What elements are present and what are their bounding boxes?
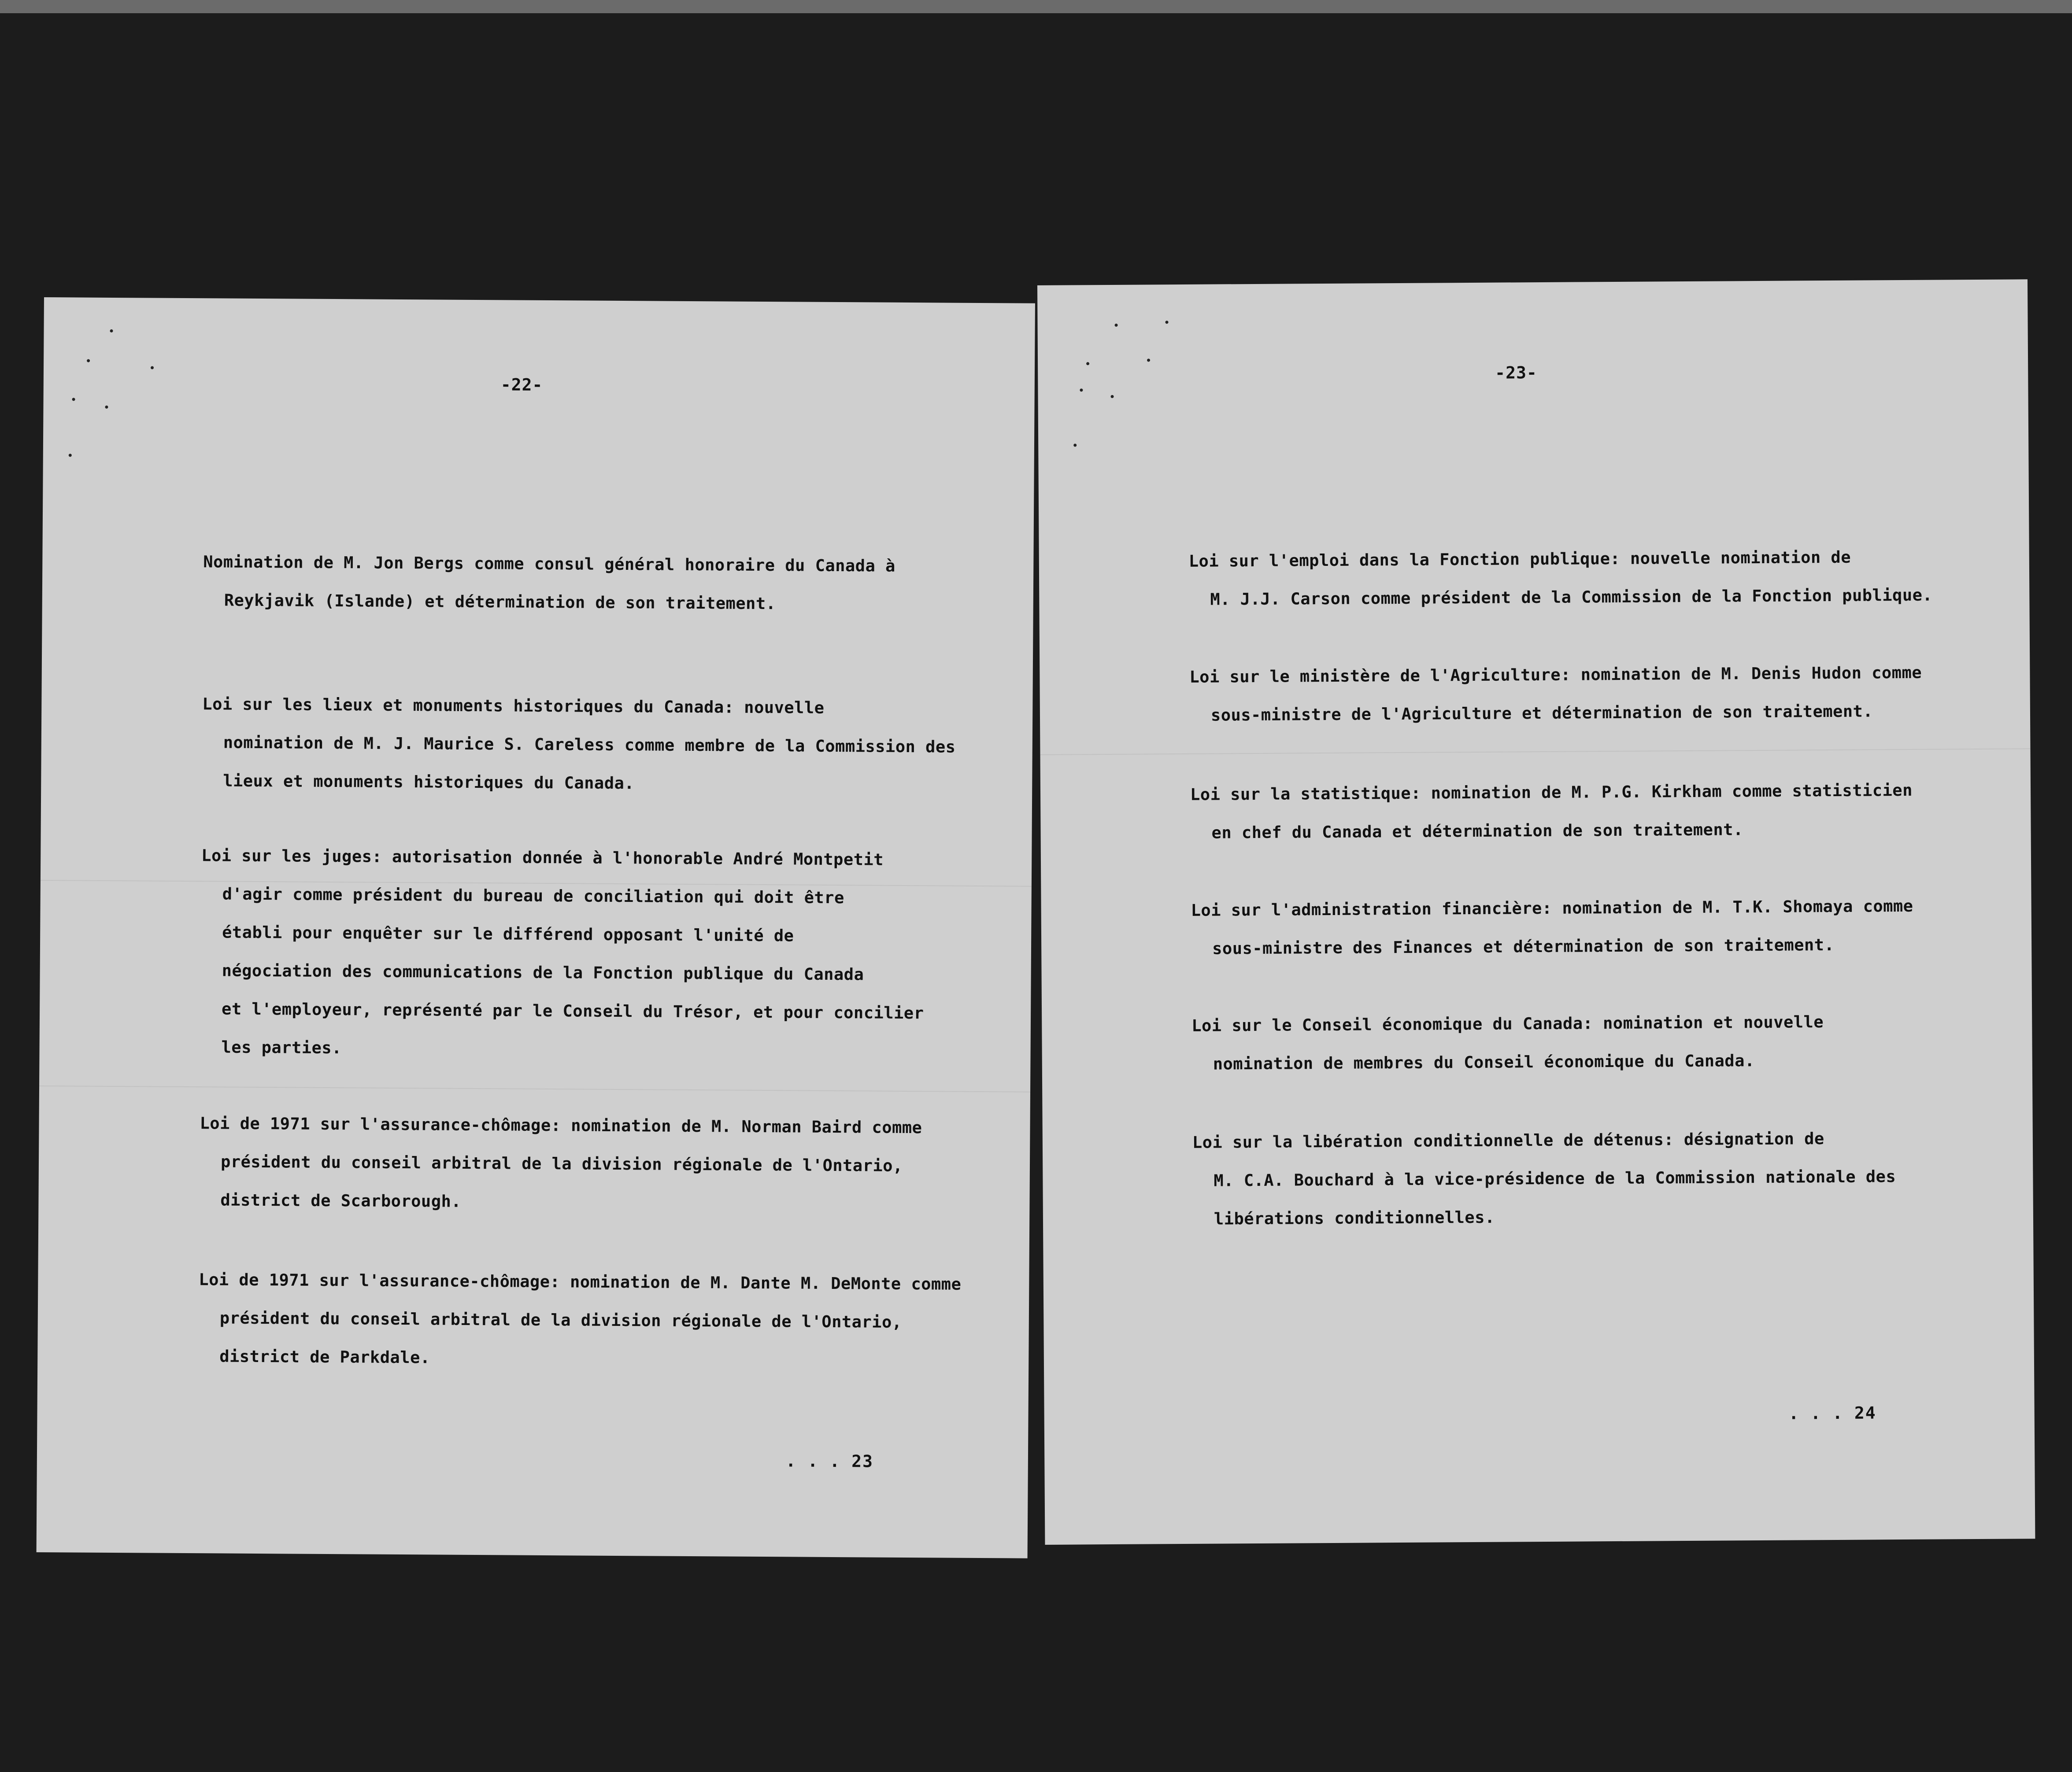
entry-line: Loi sur la libération conditionnelle de détenus: désignation de [1192,1129,1824,1152]
entry [199,1104,922,1223]
entry [1191,1003,1824,1083]
entry-line: négociation des communications de la Fonction publique du Canada [222,961,864,984]
entry-line: nomination de M. J. Maurice S. Careless comme membre de la Commission des [223,733,956,757]
ink-speck [110,329,113,332]
ink-speck [1111,395,1114,398]
page-right [1037,279,2035,1545]
entry [1189,653,1922,735]
continuation-marker: . . . 24 [1788,1403,1876,1423]
entry-line: Loi sur la statistique: nomination de M. P.G. Kirkham comme statisticien [1190,780,1913,804]
ink-speck [1115,324,1118,327]
entry-line: Loi sur l'emploi dans la Fonction publique: nouvelle nomination de [1188,547,1851,571]
entry-line: Loi sur le Conseil économique du Canada: nomination et nouvelle [1191,1012,1824,1035]
ink-speck [87,359,90,362]
entry-line: Nomination de M. Jon Bergs comme consul général honoraire du Canada à [203,552,895,576]
ink-speck [1080,388,1083,391]
entry-line: M. C.A. Bouchard à la vice-présidence de la Commission nationale des [1214,1167,1896,1190]
ink-speck [69,454,72,457]
page-number: -23- [1495,363,1537,383]
entry-line: les parties. [221,1037,342,1058]
entry-line: établi pour enquêter sur le différend opposant l'unité de [222,923,794,945]
entry [1191,887,1913,968]
entry-line: Loi de 1971 sur l'assurance-chômage: nomination de M. Dante M. DeMonte comme [199,1270,962,1294]
fold-line [39,1085,1030,1093]
entry [198,1260,962,1380]
entry [1192,1119,1896,1238]
entry-line: district de Parkdale. [219,1347,430,1367]
ink-speck [1165,321,1168,324]
entry [1190,771,1913,852]
page-left [37,297,1035,1558]
entry-line: sous-ministre de l'Agriculture et détermination de son traitement. [1210,701,1873,725]
ink-speck [1086,362,1089,365]
entry-line: et l'employeur, représenté par le Conseil du Trésor, et pour concilier [222,999,924,1023]
ink-speck [72,398,75,401]
fold-line [1040,748,2031,755]
entry-line: Loi sur le ministère de l'Agriculture: nomination de M. Denis Hudon comme [1189,663,1922,687]
ink-speck [1073,443,1077,447]
entry-line: Loi de 1971 sur l'assurance-chômage: nomination de M. Norman Baird comme [200,1114,922,1137]
entry-line: Loi sur les lieux et monuments historiques du Canada: nouvelle [202,694,825,717]
entry-line: Reykjavik (Islande) et détermination de son traitement. [224,591,776,613]
film-edge [0,0,2072,13]
continuation-marker: . . . 23 [785,1451,874,1471]
entry-line: sous-ministre des Finances et détermination de son traitement. [1212,935,1835,958]
entry [203,543,896,624]
entry-line: district de Scarborough. [220,1190,462,1211]
page-number: -22- [500,375,543,395]
entry [200,836,925,1071]
entry [1189,538,1933,619]
entry-line: nomination de membres du Conseil économique du Canada. [1213,1051,1755,1074]
ink-speck [151,366,154,369]
entry-line: d'agir comme président du bureau de conciliation qui doit être [222,884,844,908]
entry-line: lieux et monuments historiques du Canada. [223,771,635,793]
entry-line: libérations conditionnelles. [1214,1207,1495,1229]
entry [202,685,956,804]
ink-speck [1147,358,1150,362]
ink-speck [105,406,108,409]
entry-line: Loi sur les juges: autorisation donnée à l'honorable André Montpetit [201,846,884,869]
entry-line: en chef du Canada et détermination de son traitement. [1211,820,1743,842]
entry-line: président du conseil arbitral de la division régionale de l'Ontario, [220,1152,903,1175]
entry-line: M. J.J. Carson comme président de la Commission de la Fonction publique. [1210,585,1933,609]
entry-line: Loi sur l'administration financière: nomination de M. T.K. Shomaya comme [1191,896,1913,920]
entry-line: président du conseil arbitral de la division régionale de l'Ontario, [219,1308,902,1332]
